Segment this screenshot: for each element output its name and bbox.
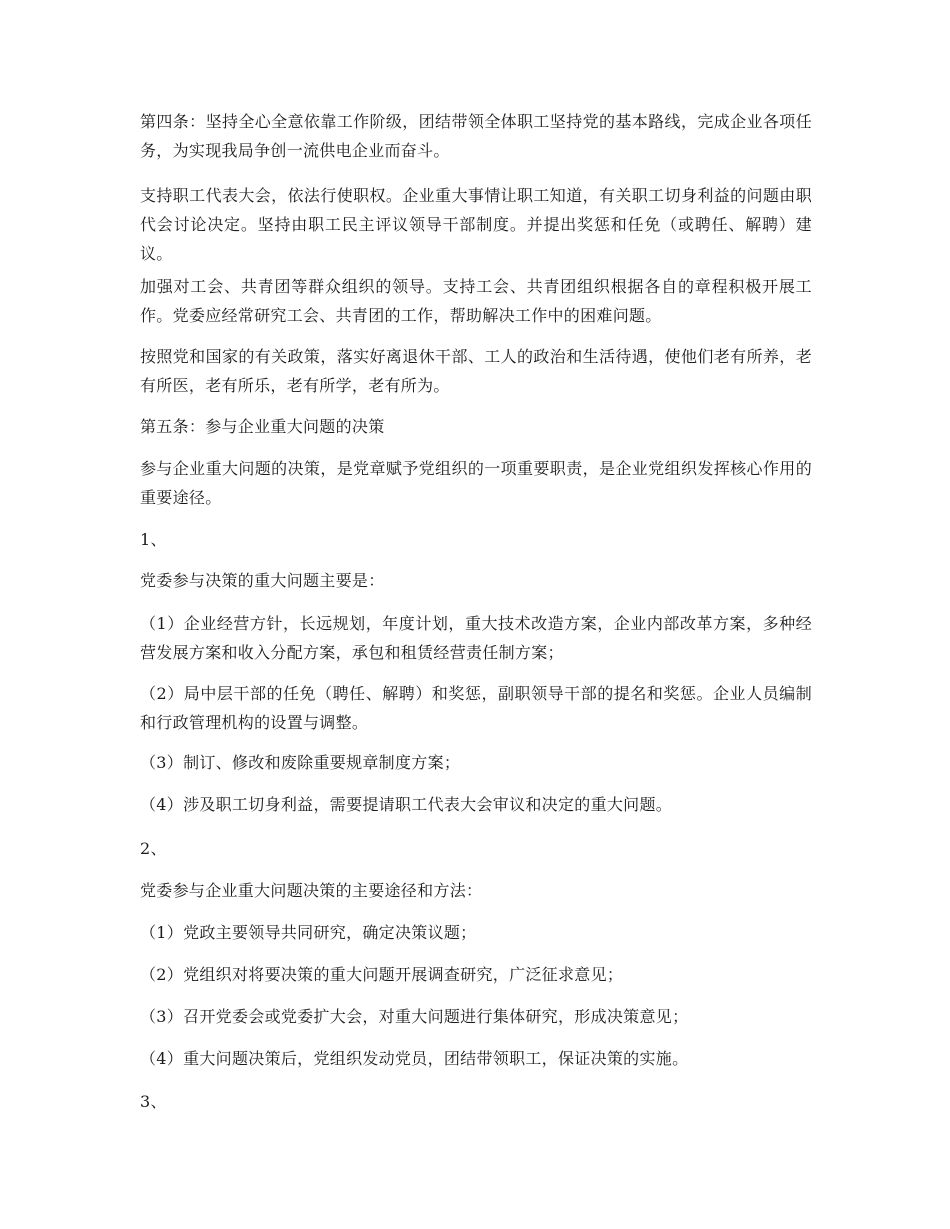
paragraph-article-4: 第四条：坚持全心全意依靠工作阶级，团结带领全体职工坚持党的基本路线，完成企业各项任务，为实现我局争创一流供电企业而奋斗。 xyxy=(140,112,812,160)
list-item-1-4: （4）涉及职工切身利益，需要提请职工代表大会审议和决定的重大问题。 xyxy=(140,795,673,814)
paragraph-mass-organizations: 加强对工会、共青团等群众组织的领导。支持工会、共青团组织根据各自的章程积极开展工作。党委应经常研究工会、共青团的工作，帮助解决工作中的困难问题。 xyxy=(140,277,812,325)
paragraph-workers-congress: 支持职工代表大会，依法行使职权。企业重大事情让职工知道，有关职工切身利益的问题由职代会讨论决定。坚持由职工民主评议领导干部制度。并提出奖惩和任免（或聘任、解聘）建议。 xyxy=(140,186,812,263)
paragraph-retired-cadres: 按照党和国家的有关政策，落实好离退休干部、工人的政治和生活待遇，使他们老有所养，老有所医，老有所乐，老有所学，老有所为。 xyxy=(140,347,812,395)
paragraph-article-5-heading: 第五条：参与企业重大问题的决策 xyxy=(140,417,385,436)
section-number-3: 3、 xyxy=(140,1092,167,1111)
list-item-1-3: （3）制订、修改和废除重要规章制度方案； xyxy=(140,753,461,772)
section-number-2: 2、 xyxy=(140,839,167,858)
list-item-1-2: （2）局中层干部的任免（聘任、解聘）和奖惩，副职领导干部的提名和奖惩。企业人员编制和行政管理机构的设置与调整。 xyxy=(140,684,812,732)
paragraph-major-issues-intro: 党委参与决策的重大问题主要是： xyxy=(140,571,385,590)
section-number-1: 1、 xyxy=(140,530,167,549)
list-item-2-4: （4）重大问题决策后，党组织发动党员，团结带领职工，保证决策的实施。 xyxy=(140,1049,689,1068)
list-item-1-1: （1）企业经营方针，长远规划，年度计划，重大技术改造方案，企业内部改革方案，多种经营发展方案和收入分配方案，承包和租赁经营责任制方案； xyxy=(140,614,812,662)
list-item-2-1: （1）党政主要领导共同研究，确定决策议题； xyxy=(140,923,477,942)
paragraph-decision-duty: 参与企业重大问题的决策，是党章赋予党组织的一项重要职责，是企业党组织发挥核心作用的重要途径。 xyxy=(140,459,812,507)
list-item-2-3: （3）召开党委会或党委扩大会，对重大问题进行集体研究，形成决策意见； xyxy=(140,1007,689,1026)
list-item-2-2: （2）党组织对将要决策的重大问题开展调查研究，广泛征求意见； xyxy=(140,965,624,984)
paragraph-methods-intro: 党委参与企业重大问题决策的主要途径和方法： xyxy=(140,881,483,900)
